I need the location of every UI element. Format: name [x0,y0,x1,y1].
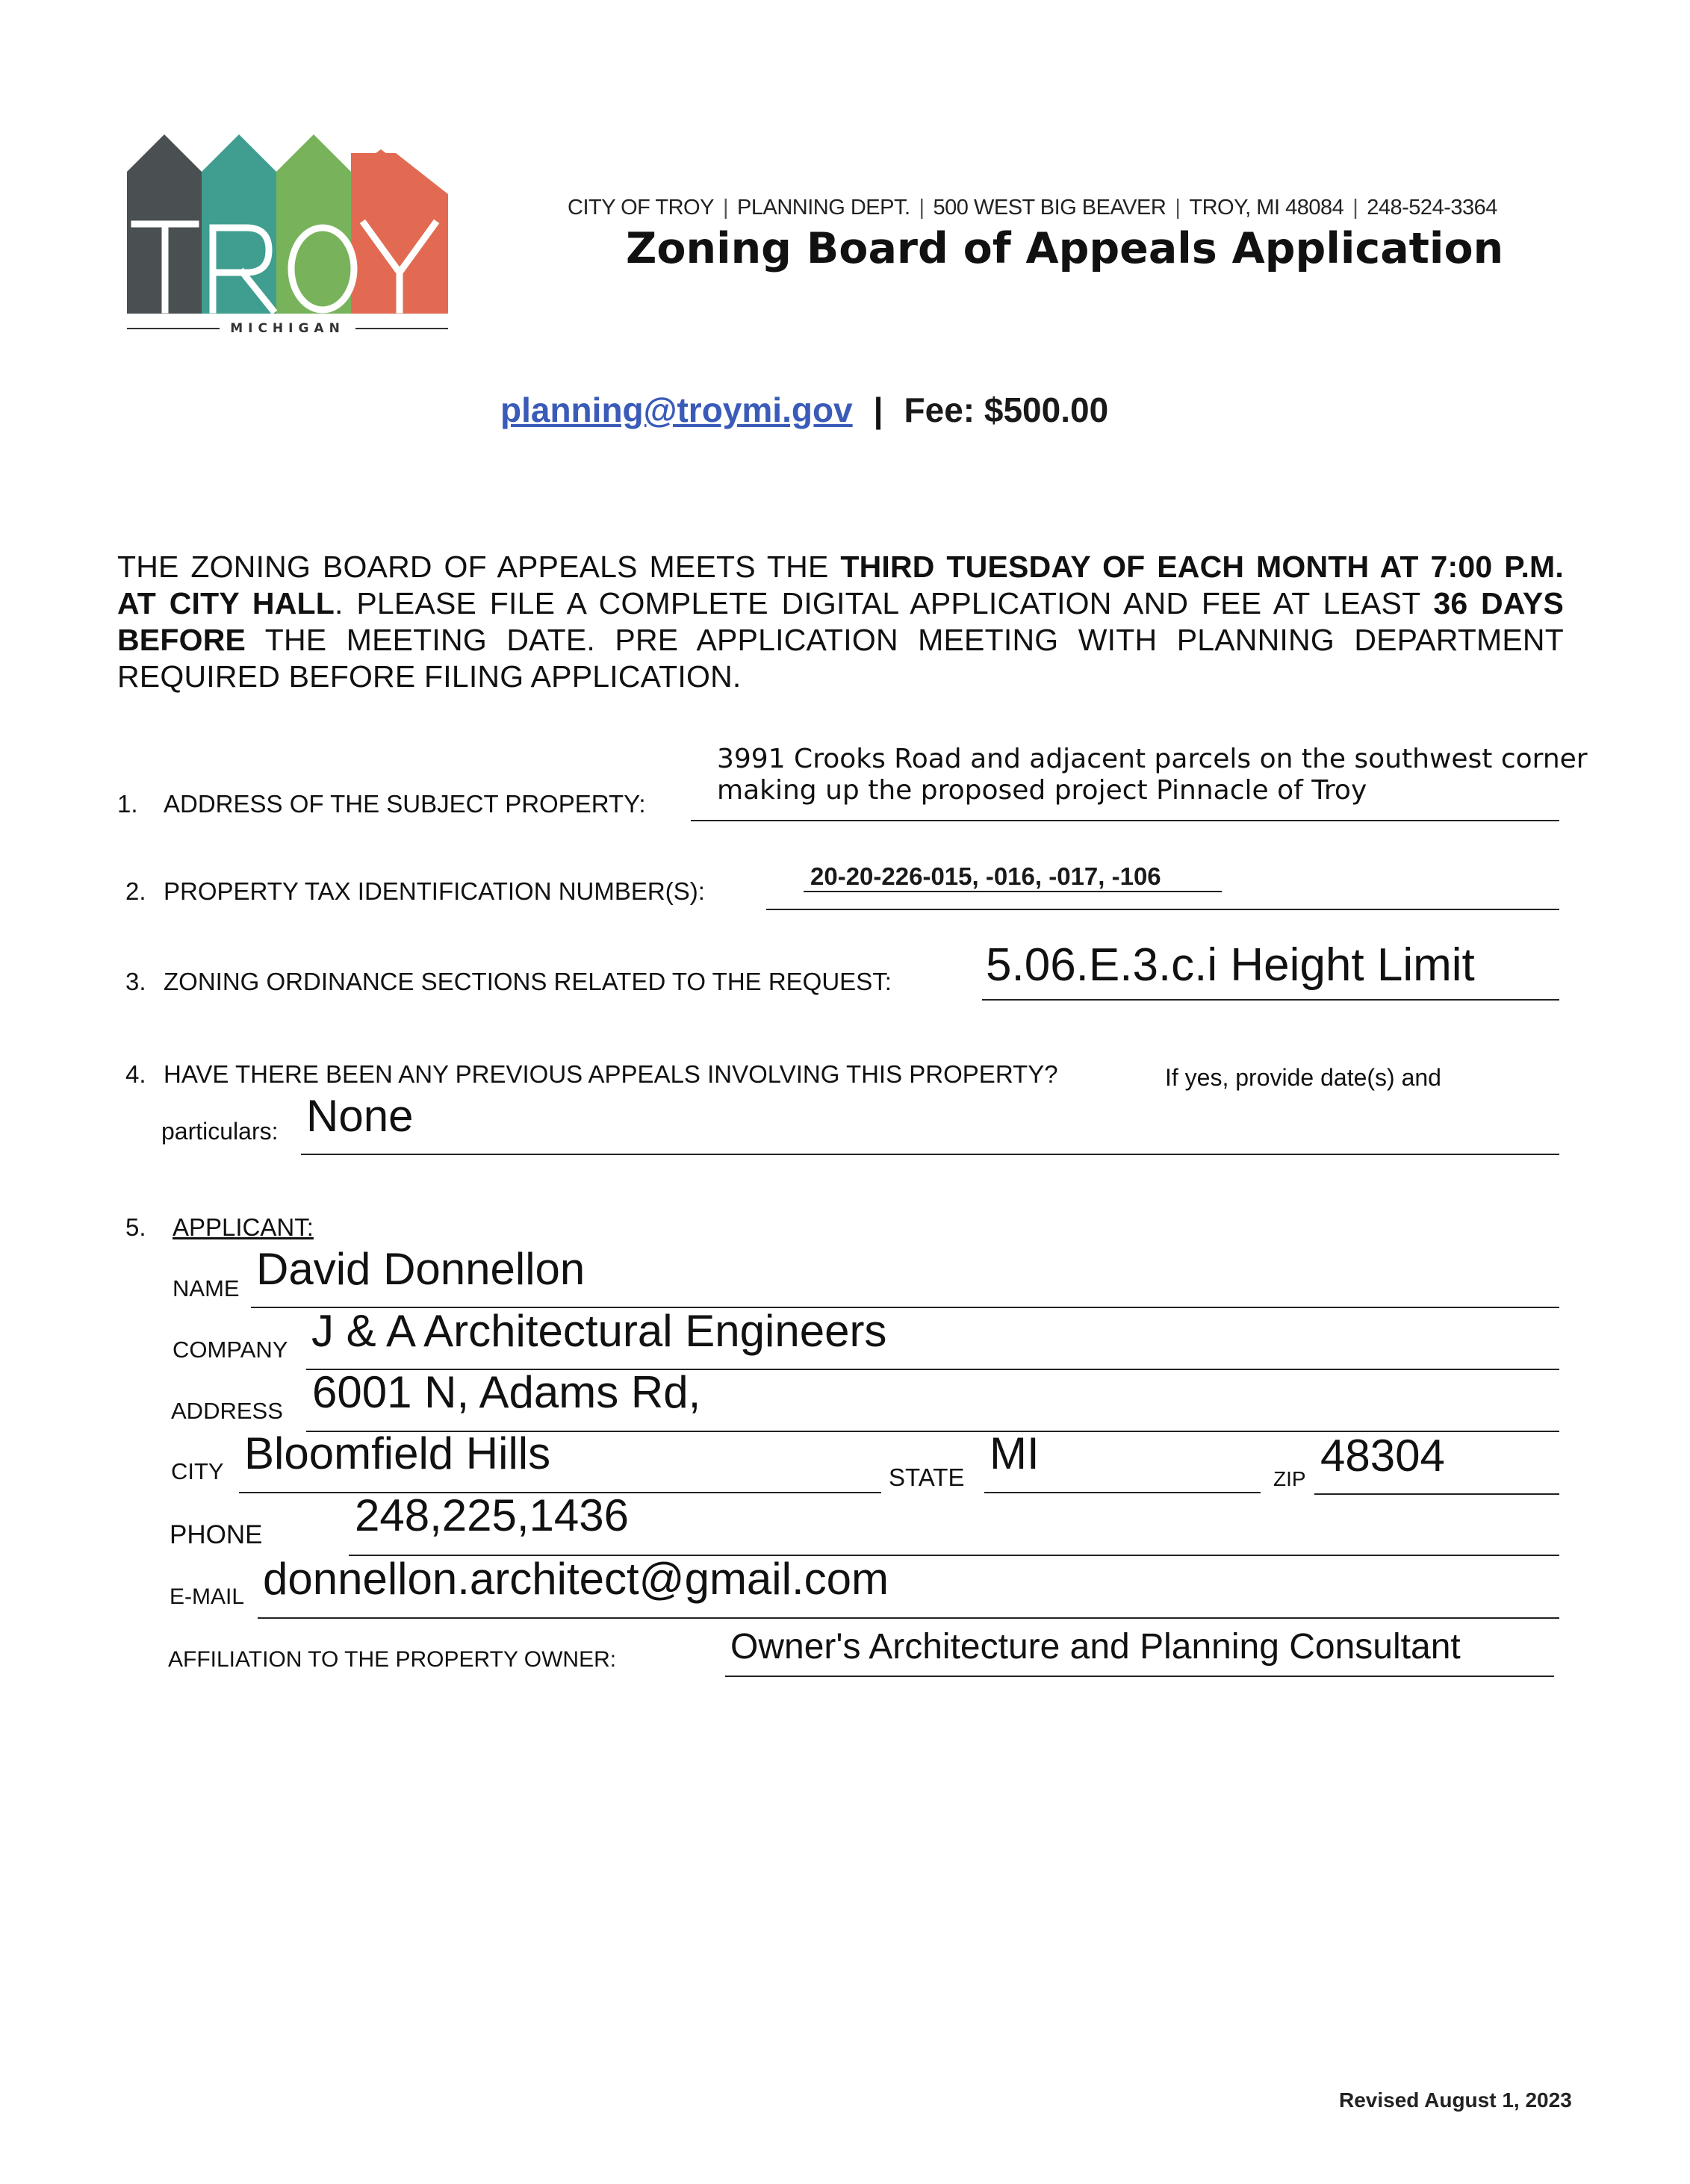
affiliation-value[interactable]: Owner's Architecture and Planning Consultant [730,1627,1461,1667]
q1-value-line1[interactable]: 3991 Crooks Road and adjacent parcels on the southwest corner [717,744,1588,774]
q1-value-line2[interactable]: making up the proposed project Pinnacle of Troy [717,775,1367,806]
email-label: E-MAIL [170,1584,245,1609]
troy-logo [127,134,448,336]
affiliation-underline [725,1676,1554,1677]
notice-text-3: THE MEETING DATE. PRE APPLICATION MEETING WITH PLANNING DEPARTMENT REQUIRED BEFORE FILING APPLICATION. [117,623,1564,694]
notice-bold-1: THIRD TUESDAY OF EACH MONTH AT 7:00 P.M. AT CITY HALL [117,550,1564,620]
name-value[interactable]: David Donnellon [256,1244,585,1294]
q3-underline [982,999,1559,1001]
meeting-notice [117,549,1564,695]
logo-subtitle: MICHIGAN [230,321,345,336]
contact-dept: PLANNING DEPT. [737,196,910,220]
q1-label: ADDRESS OF THE SUBJECT PROPERTY: [164,790,646,818]
q2-underline [766,909,1559,910]
q2-number: 2. [125,877,146,905]
logo-michigan-rule [127,317,448,340]
affiliation-label: AFFILIATION TO THE PROPERTY OWNER: [168,1647,617,1672]
q5-label: APPLICANT: [173,1213,314,1241]
q3-label: ZONING ORDINANCE SECTIONS RELATED TO THE REQUEST: [164,968,892,995]
email-value[interactable]: donnellon.architect@gmail.com [263,1554,889,1604]
city-value[interactable]: Bloomfield Hills [244,1428,551,1478]
address-label: ADDRESS [171,1398,283,1424]
page-title: Zoning Board of Appeals Application [626,224,1504,273]
zip-value[interactable]: 48304 [1320,1431,1445,1481]
q5-number: 5. [125,1213,146,1241]
planning-email-link[interactable]: planning@troymi.gov [500,391,853,429]
state-label: STATE [889,1463,965,1491]
q1-underline [691,820,1559,821]
q2-value[interactable]: 20-20-226-015, -016, -017, -106 [810,862,1161,890]
revised-date: Revised August 1, 2023 [1339,2088,1572,2112]
contact-citystate: TROY, MI 48084 [1189,196,1344,220]
q4-label-particulars: particulars: [161,1118,279,1145]
company-label: COMPANY [173,1337,288,1363]
email-fee-line: planning@troymi.gov | Fee: $500.00 [500,391,1109,429]
notice-text-2: . PLEASE FILE A COMPLETE DIGITAL APPLICATION AND FEE AT LEAST [335,586,1434,620]
name-label: NAME [173,1275,240,1301]
q3-number: 3. [125,968,146,995]
q4-label: HAVE THERE BEEN ANY PREVIOUS APPEALS INVOLVING THIS PROPERTY? [164,1060,1058,1088]
email-underline [258,1617,1559,1619]
fee-text: Fee: $500.00 [904,391,1109,429]
contact-city: CITY OF TROY [568,196,714,220]
q4-hint: If yes, provide date(s) and [1165,1064,1441,1091]
contact-line: CITY OF TROY | PLANNING DEPT. | 500 WEST BIG BEAVER | TROY, MI 48084 | 248-524-3364 [568,196,1497,220]
notice-text-1: THE ZONING BOARD OF APPEALS MEETS THE [117,550,841,584]
q1-number: 1. [117,790,138,818]
q4-underline [301,1154,1559,1155]
state-value[interactable]: MI [990,1428,1040,1478]
phone-label: PHONE [170,1520,263,1549]
notice-bold-2: 36 DAYS BEFORE [117,586,1565,657]
zip-label: ZIP [1273,1467,1306,1490]
state-underline [984,1492,1261,1493]
q2-value-underline [804,891,1222,892]
q3-value[interactable]: 5.06.E.3.c.i Height Limit [986,939,1475,991]
contact-phone: 248-524-3364 [1367,196,1497,220]
address-value[interactable]: 6001 N, Adams Rd, [312,1367,701,1417]
q2-label: PROPERTY TAX IDENTIFICATION NUMBER(S): [164,877,705,905]
q4-value[interactable]: None [306,1091,414,1141]
q4-number: 4. [125,1060,146,1088]
contact-street: 500 WEST BIG BEAVER [933,196,1166,220]
zip-underline [1314,1493,1559,1495]
city-label: CITY [171,1458,224,1484]
phone-value[interactable]: 248,225,1436 [355,1490,630,1540]
company-value[interactable]: J & A Architectural Engineers [311,1306,887,1356]
